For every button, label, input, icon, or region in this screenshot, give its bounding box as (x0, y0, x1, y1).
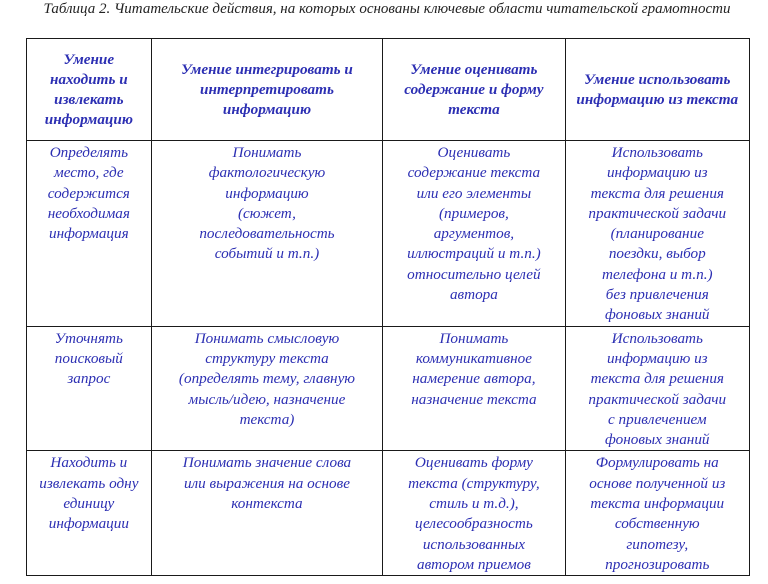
cell-text: Использовать информацию из текста для решения практической задачи (планирование поездки, выбор телефона и т.п.) без привлечения фоновых знаний (588, 144, 727, 324)
table-cell (27, 451, 152, 576)
cell-text: Использовать информацию из текста для решения практической задачи с привлечением фоновых знаний (588, 329, 727, 449)
table-cell (383, 141, 565, 327)
cell-text: Формулировать на основе полученной из текста информации собственную гипотезу, прогнозировать (589, 454, 726, 573)
cell-text: Оценивать форму текста (структуру, стиль и т.д.), целесообразность использованных автором приемов (408, 454, 540, 573)
cell-text: Понимать смысловую структуру текста (определять тему, главную мысль/идею, назначение текста) (178, 329, 356, 428)
table-cell (383, 326, 565, 451)
cell-text: Понимать значение слова или выражения на основе контекста (182, 454, 352, 513)
cell-text: Определять место, где содержится необходимая информация (47, 144, 130, 243)
table-cell (27, 326, 152, 451)
table-header-row (27, 39, 750, 141)
cell-text: Оценивать содержание текста или его элементы (примеров, аргументов, иллюстраций и т.п.) относительно целей автора (407, 144, 541, 304)
table-cell (565, 326, 749, 451)
header-integrate-interpret: Умение интегрировать и интерпретировать информацию (151, 39, 383, 141)
table-cell (565, 451, 749, 576)
table-cell (383, 451, 565, 576)
cell-text: Уточнять поисковый запрос (54, 329, 123, 388)
table-cell (27, 141, 152, 327)
table-row (27, 451, 750, 576)
table-cell (151, 326, 383, 451)
header-use-information: Умение использовать информацию из текста (565, 39, 749, 141)
table-row (27, 326, 750, 451)
cell-text: Находить и извлекать одну единицу информации (39, 454, 139, 533)
header-find-extract: Умение находить и извлекать информацию (27, 39, 152, 141)
cell-text: Понимать фактологическую информацию (сюжет, последовательность событий и т.п.) (199, 144, 335, 263)
table-row (27, 141, 750, 327)
table-cell (151, 451, 383, 576)
table-cell (151, 141, 383, 327)
table-cell (565, 141, 749, 327)
table-caption: Таблица 2. Читательские действия, на которых основаны ключевые области читательской грамотности (43, 1, 731, 17)
reading-skills-table (26, 38, 750, 576)
cell-text: Понимать коммуникативное намерение автора, назначение текста (411, 329, 537, 408)
header-evaluate: Умение оценивать содержание и форму текста (383, 39, 565, 141)
